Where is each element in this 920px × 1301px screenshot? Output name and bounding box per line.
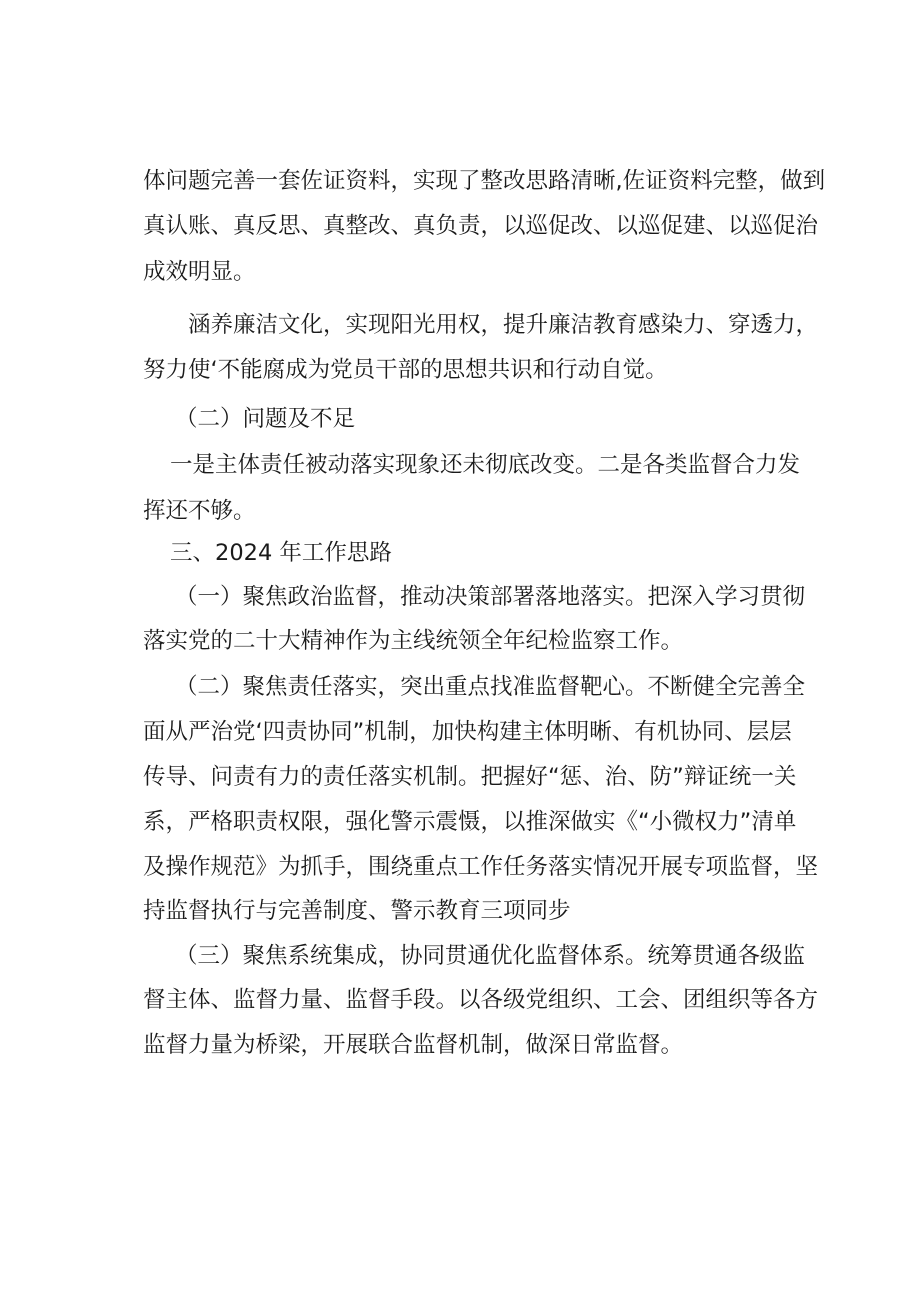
- paragraph-plan-2-line-2: 面从严治党‘四责协同”机制，加快构建主体明晰、有机协同、层层: [143, 719, 792, 745]
- paragraph-2-line-1: 涵养廉洁文化，实现阳光用权，提升廉洁教育感染力、穿透力，: [188, 312, 819, 338]
- section-heading-problems: （二）问题及不足: [175, 406, 356, 432]
- paragraph-plan-2-line-1: （二）聚焦责任落实，突出重点找准监督靶心。不断健全完善全: [175, 674, 806, 700]
- paragraph-plan-2-line-5: 及操作规范》为抓手，围绕重点工作任务落实情况开展专项监督，坚: [143, 854, 819, 880]
- paragraph-plan-3-line-3: 监督力量为桥梁，开展联合监督机制，做深日常监督。: [143, 1032, 684, 1058]
- paragraph-plan-3-line-1: （三）聚焦系统集成，协同贯通优化监督体系。统筹贯通各级监: [175, 943, 806, 969]
- paragraph-1-line-2: 真认账、真反思、真整改、真负责，以巡促改、以巡促建、以巡促治: [143, 213, 819, 239]
- paragraph-plan-2-line-3: 传导、问责有力的责任落实机制。把握好“惩、治、防”辩证统一关: [143, 764, 797, 790]
- paragraph-1-line-1: 体问题完善一套佐证资料，实现了整改思路清晰,佐证资料完整，做到: [143, 168, 826, 194]
- paragraph-1-line-3: 成效明显。: [143, 259, 256, 285]
- paragraph-3-line-2: 挥还不够。: [143, 498, 256, 524]
- section-heading-2024-plan: 三、2024 年工作思路: [170, 540, 392, 566]
- paragraph-plan-3-line-2: 督主体、监督力量、监督手段。以各级党组织、工会、团组织等各方: [143, 987, 819, 1013]
- paragraph-plan-1-line-2: 落实党的二十大精神作为主线统领全年纪检监察工作。: [143, 628, 684, 654]
- paragraph-3-line-1: 一是主体责任被动落实现象还未彻底改变。二是各类监督合力发: [170, 452, 801, 478]
- paragraph-plan-2-line-4: 系，严格职责权限，强化警示震慑，以推深做实《“小微权力”清单: [143, 809, 797, 835]
- paragraph-2-line-2: 努力使‘不能腐成为党员干部的思想共识和行动自觉。: [143, 357, 668, 383]
- paragraph-plan-1-line-1: （一）聚焦政治监督，推动决策部署落地落实。把深入学习贯彻: [175, 584, 806, 610]
- paragraph-plan-2-line-6: 持监督执行与完善制度、警示教育三项同步: [143, 898, 571, 924]
